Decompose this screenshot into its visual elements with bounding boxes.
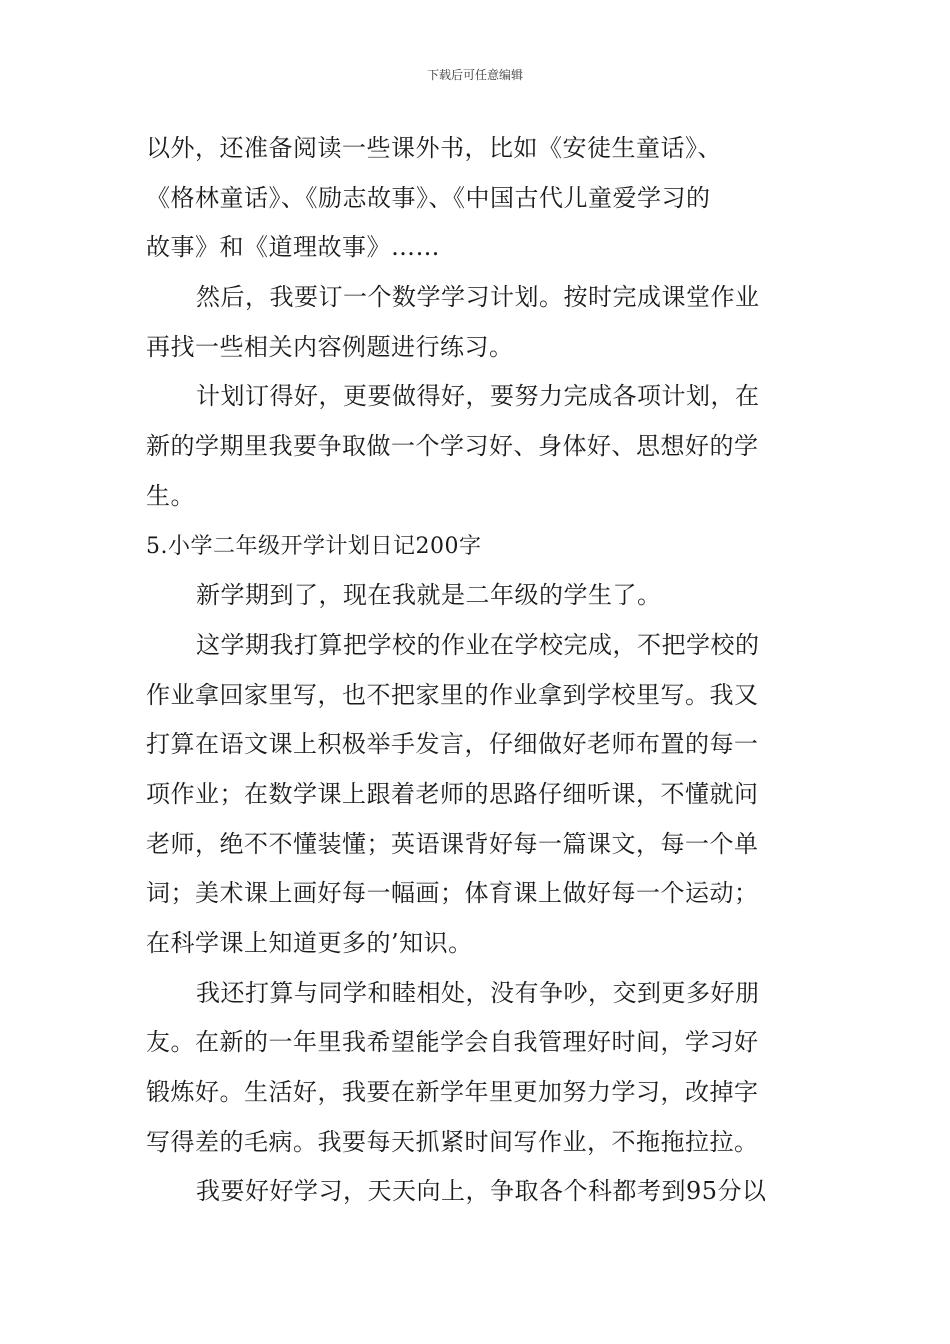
text-line: 写得差的毛病。我要每天抓紧时间写作业，不拖拖拉拉。 bbox=[146, 1127, 759, 1156]
text-line: 打算在语文课上积极举手发言，仔细做好老师布置的每一 bbox=[146, 730, 759, 759]
text-line: 友。在新的一年里我希望能学会自我管理好时间，学习好 bbox=[146, 1028, 759, 1057]
text-line: 故事》和《道理故事》…… bbox=[146, 233, 440, 262]
text-line: 计划订得好，更要做得好，要努力完成各项计划，在 bbox=[196, 382, 760, 411]
text-line: 新的学期里我要争取做一个学习好、身体好、思想好的学 bbox=[146, 432, 759, 461]
text-line: 以外，还准备阅读一些课外书，比如《安徒生童话》、 bbox=[146, 134, 722, 162]
section-heading: 5.小学二年级开学计划日记200字 bbox=[146, 533, 482, 559]
text-line: 锻炼好。生活好，我要在新学年里更加努力学习，改掉字 bbox=[146, 1078, 759, 1107]
text-line: 这学期我打算把学校的作业在学校完成，不把学校的 bbox=[196, 630, 760, 659]
text-line: 我要好好学习，天天向上，争取各个科都考到95分以 bbox=[196, 1177, 767, 1206]
text-line: 然后，我要订一个数学学习计划。按时完成课堂作业 bbox=[196, 283, 760, 312]
text-line: 再找一些相关内容例题进行练习。 bbox=[146, 332, 514, 361]
document-body bbox=[146, 124, 808, 1217]
page-header-note: 下载后可任意编辑 bbox=[426, 68, 523, 82]
text-line: 新学期到了，现在我就是二年级的学生了。 bbox=[196, 581, 662, 610]
text-line: 老师，绝不不懂装懂；英语课背好每一篇课文，每一个单 bbox=[146, 829, 759, 858]
text-line: 作业拿回家里写，也不把家里的作业拿到学校里写。我又 bbox=[146, 680, 759, 709]
text-line: 词；美术课上画好每一幅画；体育课上做好每一个运动； bbox=[146, 879, 759, 908]
text-line: 我还打算与同学和睦相处，没有争吵，交到更多好朋 bbox=[196, 978, 760, 1007]
text-line: 项作业；在数学课上跟着老师的思路仔细听课，不懂就问 bbox=[146, 779, 759, 808]
text-line: 《格林童话》、《励志故事》、《中国古代儿童爱学习的 bbox=[146, 183, 711, 212]
text-line: 在科学课上知道更多的’知识。 bbox=[146, 929, 473, 957]
text-line: 生。 bbox=[146, 481, 195, 510]
